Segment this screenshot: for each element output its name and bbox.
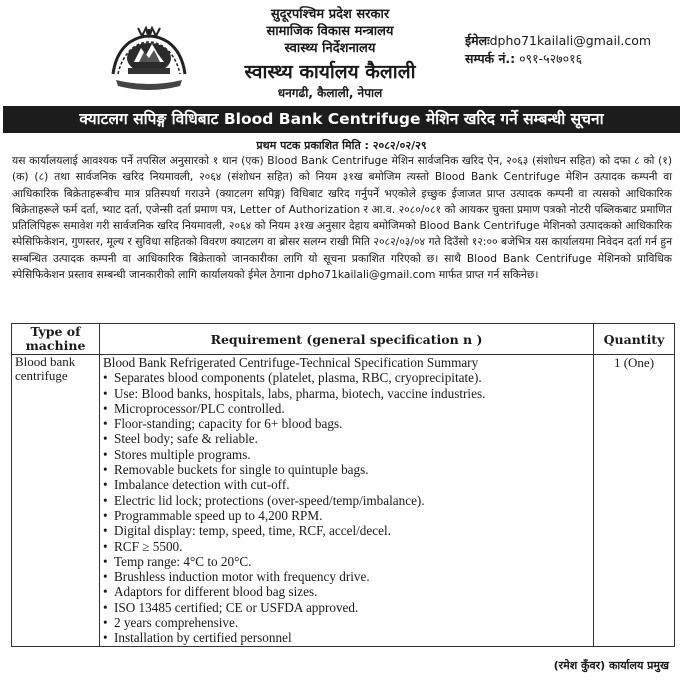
list-item (103, 416, 590, 431)
bullet-icon: • (103, 370, 108, 386)
bullet-icon: • (103, 446, 108, 462)
list-item (103, 508, 590, 523)
header-quantity: Quantity (594, 324, 675, 355)
publication-date: प्रथम पटक प्रकाशित मिति : २०८२/०२/२९ (256, 139, 427, 152)
ministry-name: सामाजिक विकास मन्त्रालय (266, 24, 394, 39)
spec-text: Digital display: temp, speed, time, RCF, accel/decel. (114, 523, 391, 539)
spec-text: Electric lid lock; protections (over-speed/temp/imbalance). (114, 492, 425, 508)
spec-text: RCF ≥ 5500. (114, 538, 183, 554)
list-item (103, 386, 590, 401)
list-item (103, 539, 590, 554)
bullet-icon: • (103, 553, 108, 569)
spec-text: Steel body; safe & reliable. (114, 431, 258, 447)
bullet-icon: • (103, 507, 108, 523)
phone-label: सम्पर्क नं.: (465, 51, 516, 66)
bullet-icon: • (103, 492, 108, 508)
office-address: धनगढी, कैलाली, नेपाल (277, 86, 383, 100)
list-item (103, 431, 590, 446)
spec-text: Brushless induction motor with frequency drive. (114, 569, 370, 585)
spec-text: 2 years comprehensive. (114, 615, 239, 631)
table-header-row (12, 324, 675, 355)
spec-summary-title: Blood Bank Refrigerated Centrifuge-Technical Specification Summary (103, 355, 479, 370)
list-item (103, 554, 590, 569)
specification-table (11, 323, 675, 647)
province-government: सुदूरपश्चिम प्रदेश सरकार (270, 7, 390, 22)
quantity-cell: 1 (One) (594, 355, 675, 647)
list-item (103, 569, 590, 584)
bullet-icon: • (103, 385, 108, 401)
notice-body: यस कार्यालयलाई आवश्यक पर्ने तपसिल अनुसारको १ थान (एक) Blood Bank Centrifuge मेशिन सार्वजनिक खरिद ऐन, २०६३ (संशोधन सहित) को दफा ८ को (१) (क) (८) तथा सार्वजनिक खरिद नियमावली, २०६४ (संशोधन सहित) को नियम ३१ख बमोजिम त्यस्तो Blood Bank Centrifuge मेशिन उत्पादक कम्पनी वा आधिकारिक बिक्रेताहरूबीच मात्र प्रतिस्पर्धा गराउने (क्याटलग सपिङ्ग) विधिबाट खरिद गर्नुपर्ने भएकोले इच्छुक ईजाजत प्राप्त उत्पादक कम्पनी वा त्यसको आधिकारिक बिक्रेताहरूले फर्म दर्ता, भ्याट दर्ता, एजेन्सी दर्ता प्रमाण पत्र, Letter of Authorization र आ.व. २०८०/०८१ को आयकर चुक्ता प्रमाण पत्रको नोटरी पब्लिकबाट प्रमाणित प्रतिलिपिहरू समावेश गरी सार्वजनिक खरिद नियमावली, २०६४ को नियम ३१ख अनुसार देहाय बमोजिमको Blood Bank Centrifuge मेशिनको उत्पादकको आधिकारिक स्पेसिफिकेशन, गुणस्तर, मूल्य र सुविधा सहितको विवरण क्याटलग वा ब्रोसर सलग्न राखी मिति २०८२/०३/०४ गते दिउँसो १२:०० बजेभित्र यस कार्यालयमा निवेदन दर्ता गर्न हुन सम्बन्धित उत्पादक कम्पनी वा आधिकारिक बिक्रेताको जानकारीका लागि यो सूचना प्रकाशित गरिएको छ। साथै Blood Bank Centrifuge मेशिनको प्राविधिक स्पेसिफिकेशन प्रस्ताव सम्बन्धी जानकारीको लागि कार्यालयको ईमेल ठेगाना dpho71kailali@gmail.com मार्फत प्राप्त गर्न सकिनेछ। (12, 154, 672, 282)
office-name: स्वास्थ्य कार्यालय कैलाली (244, 61, 416, 83)
bullet-icon: • (103, 599, 108, 615)
email-label: ईमेलः (465, 33, 490, 48)
signature-block: (रमेश कुँवर) कार्यालय प्रमुख (553, 659, 669, 672)
phone-line (465, 50, 651, 68)
email-address[interactable]: dpho71kailali@gmail.com (489, 33, 652, 48)
bullet-icon: • (103, 416, 108, 432)
list-item (103, 477, 590, 492)
list-item (103, 447, 590, 462)
spec-text: Temp range: 4°C to 20°C. (114, 553, 252, 569)
nepal-emblem-icon (108, 22, 190, 92)
spec-text: Adaptors for different blood bag sizes. (114, 584, 318, 600)
spec-text: Floor-standing; capacity for 6+ blood bags. (114, 416, 343, 432)
bullet-icon: • (103, 584, 108, 600)
list-item (103, 630, 590, 645)
bullet-icon: • (103, 462, 108, 478)
spec-text: Microprocessor/PLC controlled. (114, 400, 285, 416)
bullet-icon: • (103, 569, 108, 585)
requirement-cell (100, 355, 594, 647)
list-item (103, 370, 590, 385)
list-item (103, 584, 590, 599)
spec-text: Programmable speed up to 4,200 RPM. (114, 507, 323, 523)
bullet-icon: • (103, 615, 108, 631)
list-item (103, 493, 590, 508)
spec-text: Installation by certified personnel (114, 630, 292, 646)
spec-list (103, 370, 590, 645)
table-row (12, 355, 675, 647)
spec-text: ISO 13485 certified; CE or USFDA approved. (114, 599, 359, 615)
office-header (200, 6, 460, 101)
list-item (103, 401, 590, 416)
header-requirement: Requirement (general specification n ) (100, 324, 594, 355)
spec-text: Removable buckets for single to quintuple bags. (114, 462, 369, 478)
bullet-icon: • (103, 431, 108, 447)
list-item (103, 462, 590, 477)
notice-title: क्याटलग सपिङ्ग विधिबाट Blood Bank Centrifuge मेशिन खरिद गर्ने सम्बन्धी सूचना (3, 106, 680, 133)
bullet-icon: • (103, 523, 108, 539)
email-line (465, 32, 651, 50)
spec-text: Separates blood components (platelet, plasma, RBC, cryoprecipitate). (114, 370, 482, 386)
header-type-of-machine: Type of machine (12, 324, 100, 355)
bullet-icon: • (103, 630, 108, 646)
bullet-icon: • (103, 400, 108, 416)
bullet-icon: • (103, 477, 108, 493)
spec-text: Use: Blood banks, hospitals, labs, pharma, biotech, vaccine industries. (114, 385, 486, 401)
bullet-icon: • (103, 538, 108, 554)
spec-text: Imbalance detection with cut-off. (114, 477, 290, 493)
spec-text: Stores multiple programs. (114, 446, 251, 462)
list-item (103, 600, 590, 615)
list-item (103, 615, 590, 630)
directorate-name: स्वास्थ्य निर्देशनालय (284, 41, 376, 56)
contact-info (465, 32, 651, 68)
machine-type-cell: Blood bank centrifuge (12, 355, 100, 647)
list-item (103, 523, 590, 538)
phone-number: ०९१-५२७०१६ (519, 51, 583, 66)
